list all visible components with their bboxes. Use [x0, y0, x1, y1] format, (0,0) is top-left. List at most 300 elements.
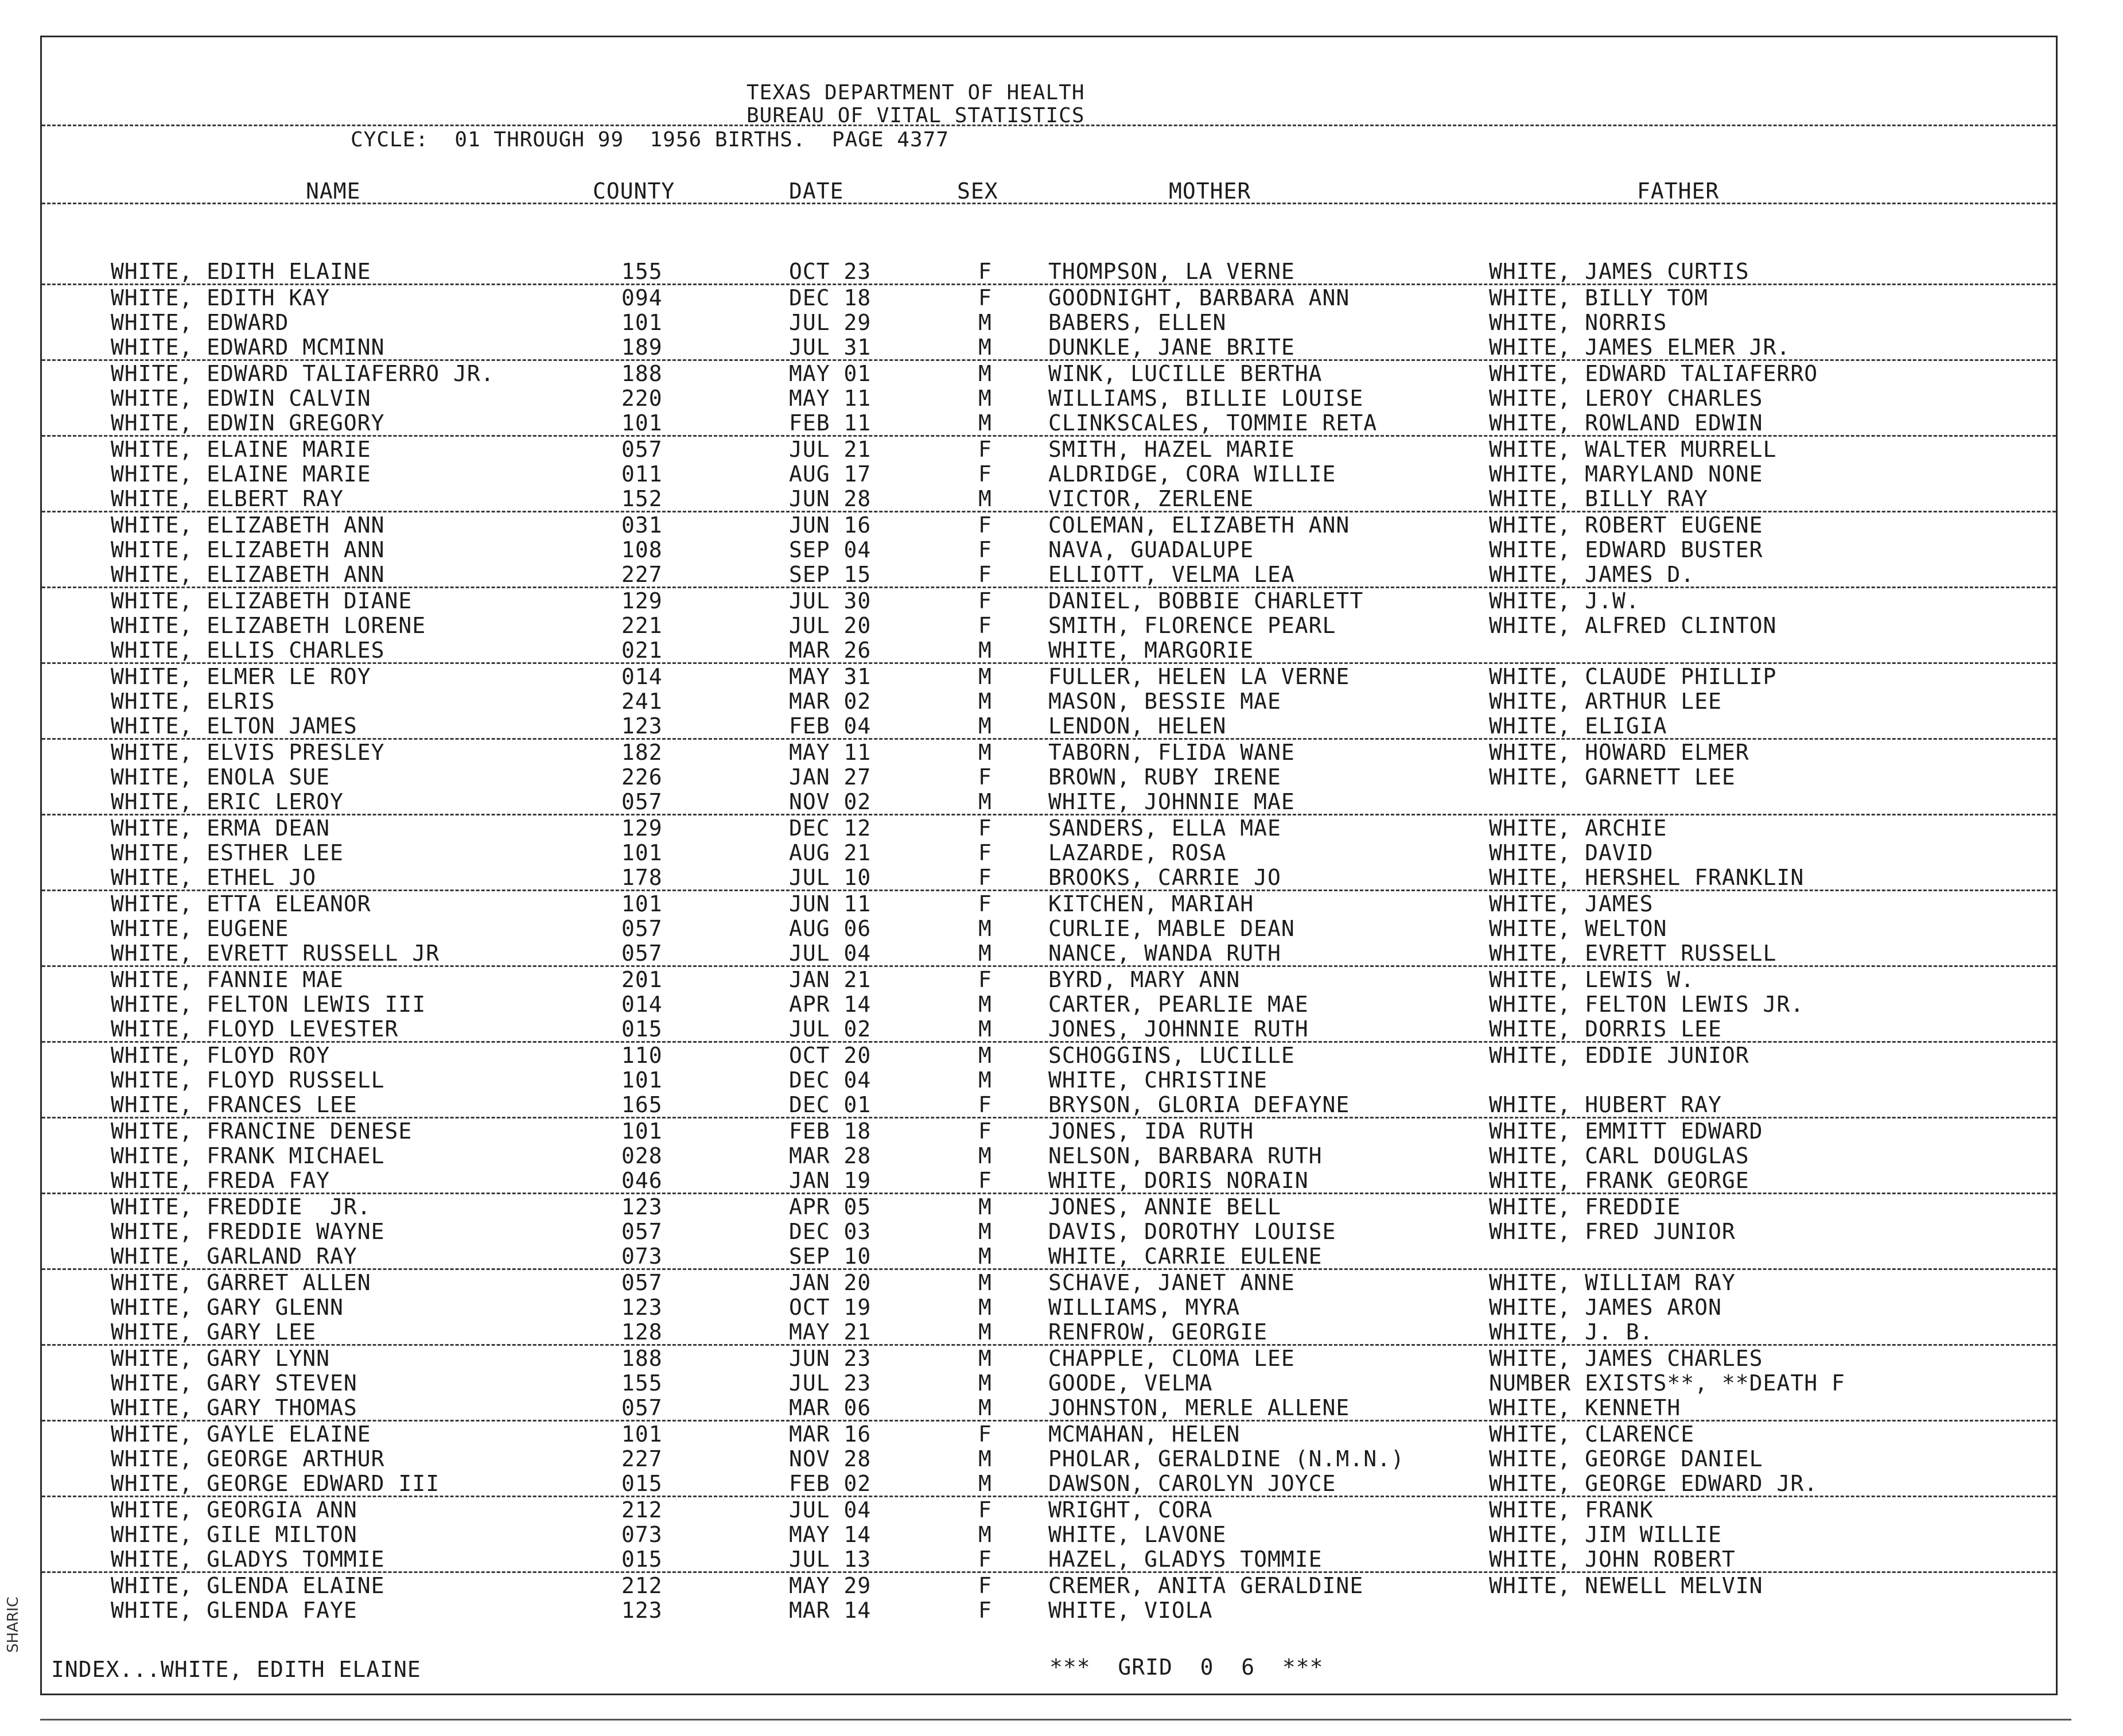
row-father: WHITE, DAVID: [1489, 840, 1654, 865]
row-name: WHITE, ELTON JAMES: [111, 713, 357, 739]
row-sex: M: [978, 1043, 992, 1068]
table-row: [42, 789, 2056, 815]
row-father: WHITE, JAMES CHARLES: [1489, 1346, 1763, 1371]
table-row: [42, 764, 2056, 789]
row-county: 057: [621, 1270, 663, 1295]
row-name: WHITE, FLOYD ROY: [111, 1043, 330, 1068]
row-date: JUL 29: [789, 310, 872, 335]
row-date: JUL 30: [789, 588, 872, 613]
row-name: WHITE, ERIC LEROY: [111, 789, 344, 814]
table-row: [42, 1547, 2056, 1573]
row-sex: F: [978, 537, 992, 562]
row-father: WHITE, ROBERT EUGENE: [1489, 512, 1763, 538]
row-sex: M: [978, 410, 992, 436]
row-sex: M: [978, 916, 992, 941]
row-name: WHITE, ETHEL JO: [111, 865, 317, 890]
row-mother: JONES, IDA RUTH: [1048, 1119, 1254, 1144]
row-sex: F: [978, 1598, 992, 1623]
row-date: MAR 06: [789, 1395, 872, 1420]
row-father: WHITE, ARCHIE: [1489, 815, 1667, 841]
row-sex: F: [978, 1547, 992, 1572]
row-mother: SCHOGGINS, LUCILLE: [1048, 1043, 1295, 1068]
table-row: [42, 1346, 2056, 1370]
header-line-2: BUREAU OF VITAL STATISTICS: [746, 104, 1085, 127]
row-mother: CARTER, PEARLIE MAE: [1048, 992, 1309, 1017]
table-row: [42, 512, 2056, 537]
row-father: WHITE, JAMES D.: [1489, 562, 1695, 587]
row-date: JUL 21: [789, 437, 872, 462]
row-sex: F: [978, 562, 992, 587]
row-sex: F: [978, 285, 992, 310]
row-county: 123: [621, 1295, 663, 1320]
document-frame: [40, 36, 2058, 1695]
row-sex: F: [978, 1422, 992, 1447]
row-county: 101: [621, 1067, 663, 1093]
row-date: APR 05: [789, 1194, 872, 1220]
row-date: MAR 26: [789, 638, 872, 663]
table-row: [42, 1016, 2056, 1043]
row-sex: M: [978, 941, 992, 966]
row-county: 031: [621, 512, 663, 538]
row-name: WHITE, FELTON LEWIS III: [111, 992, 426, 1017]
row-mother: GOODE, VELMA: [1048, 1370, 1213, 1396]
row-county: 182: [621, 740, 663, 765]
row-mother: BYRD, MARY ANN: [1048, 967, 1241, 992]
row-mother: HAZEL, GLADYS TOMMIE: [1048, 1547, 1323, 1572]
row-date: SEP 15: [789, 562, 872, 587]
row-name: WHITE, GEORGE ARTHUR: [111, 1446, 385, 1471]
table-row: [42, 386, 2056, 410]
row-county: 057: [621, 1395, 663, 1420]
row-father: WHITE, GEORGE EDWARD JR.: [1489, 1471, 1818, 1496]
table-row: [42, 1370, 2056, 1395]
row-date: DEC 01: [789, 1092, 872, 1117]
row-county: 128: [621, 1319, 663, 1345]
row-name: WHITE, EUGENE: [111, 916, 289, 941]
row-father: WHITE, NEWELL MELVIN: [1489, 1573, 1763, 1598]
row-name: WHITE, ELAINE MARIE: [111, 461, 371, 487]
row-mother: JOHNSTON, MERLE ALLENE: [1048, 1395, 1350, 1420]
row-name: WHITE, ELIZABETH ANN: [111, 512, 385, 538]
column-county: COUNTY: [593, 178, 675, 204]
row-name: WHITE, GARY LYNN: [111, 1346, 330, 1371]
row-sex: M: [978, 1446, 992, 1471]
row-sex: M: [978, 1244, 992, 1269]
row-name: WHITE, ELAINE MARIE: [111, 437, 371, 462]
row-sex: F: [978, 1497, 992, 1523]
row-mother: GOODNIGHT, BARBARA ANN: [1048, 285, 1350, 310]
row-sex: M: [978, 1346, 992, 1371]
row-mother: WINK, LUCILLE BERTHA: [1048, 361, 1323, 386]
row-county: 057: [621, 437, 663, 462]
row-mother: WHITE, DORIS NORAIN: [1048, 1168, 1309, 1193]
row-date: AUG 06: [789, 916, 872, 941]
table-row: [42, 689, 2056, 713]
row-name: WHITE, GILE MILTON: [111, 1522, 357, 1547]
row-father: WHITE, DORRIS LEE: [1489, 1016, 1722, 1042]
row-name: WHITE, ELIZABETH ANN: [111, 537, 385, 562]
row-sex: M: [978, 335, 992, 360]
row-name: WHITE, GLADYS TOMMIE: [111, 1547, 385, 1572]
row-date: JUN 11: [789, 891, 872, 916]
row-mother: VICTOR, ZERLENE: [1048, 486, 1254, 511]
table-row: [42, 588, 2056, 613]
row-county: 201: [621, 967, 663, 992]
table-row: [42, 537, 2056, 562]
row-father: WHITE, EMMITT EDWARD: [1489, 1119, 1763, 1144]
row-name: WHITE, ETTA ELEANOR: [111, 891, 371, 916]
column-father: FATHER: [1637, 178, 1720, 204]
row-mother: PHOLAR, GERALDINE (N.M.N.): [1048, 1446, 1405, 1471]
row-name: WHITE, EDITH ELAINE: [111, 259, 371, 284]
table-row: [42, 713, 2056, 740]
row-county: 057: [621, 789, 663, 814]
row-sex: F: [978, 1168, 992, 1193]
row-date: DEC 03: [789, 1219, 872, 1244]
row-name: WHITE, EDWIN GREGORY: [111, 410, 385, 436]
row-date: JUL 02: [789, 1016, 872, 1042]
column-mother: MOTHER: [1169, 178, 1251, 204]
row-mother: WHITE, CHRISTINE: [1048, 1067, 1268, 1093]
row-mother: CHAPPLE, CLOMA LEE: [1048, 1346, 1295, 1371]
row-date: MAY 11: [789, 740, 872, 765]
row-name: WHITE, ELBERT RAY: [111, 486, 344, 511]
row-date: NOV 02: [789, 789, 872, 814]
row-date: JAN 19: [789, 1168, 872, 1193]
row-sex: F: [978, 1119, 992, 1144]
row-mother: WILLIAMS, BILLIE LOUISE: [1048, 386, 1364, 411]
table-row: [42, 486, 2056, 512]
row-father: WHITE, FREDDIE: [1489, 1194, 1681, 1220]
column-date: DATE: [789, 178, 844, 204]
row-date: JUL 13: [789, 1547, 872, 1572]
row-name: WHITE, GLENDA FAYE: [111, 1598, 357, 1623]
row-sex: M: [978, 1067, 992, 1093]
row-county: 226: [621, 764, 663, 790]
row-date: MAY 11: [789, 386, 872, 411]
table-row: [42, 410, 2056, 437]
header-divider: [42, 125, 2056, 126]
row-father: WHITE, HERSHEL FRANKLIN: [1489, 865, 1805, 890]
table-row: [42, 562, 2056, 588]
row-date: DEC 12: [789, 815, 872, 841]
row-sex: M: [978, 386, 992, 411]
row-sex: F: [978, 512, 992, 538]
row-sex: F: [978, 967, 992, 992]
row-county: 123: [621, 1598, 663, 1623]
row-father: WHITE, EDDIE JUNIOR: [1489, 1043, 1749, 1068]
row-mother: WHITE, MARGORIE: [1048, 638, 1254, 663]
row-name: WHITE, FLOYD RUSSELL: [111, 1067, 385, 1093]
row-mother: BRYSON, GLORIA DEFAYNE: [1048, 1092, 1350, 1117]
table-row: [42, 1497, 2056, 1522]
table-row: [42, 1168, 2056, 1194]
row-county: 241: [621, 689, 663, 714]
table-row: [42, 361, 2056, 386]
row-name: WHITE, ELMER LE ROY: [111, 664, 371, 689]
records-list: [42, 259, 2056, 1622]
table-row: [42, 1471, 2056, 1497]
header-line-1: TEXAS DEPARTMENT OF HEALTH: [746, 81, 1085, 104]
row-county: 152: [621, 486, 663, 511]
row-date: JUL 31: [789, 335, 872, 360]
row-mother: DAVIS, DOROTHY LOUISE: [1048, 1219, 1336, 1244]
row-date: OCT 23: [789, 259, 872, 284]
row-mother: JONES, ANNIE BELL: [1048, 1194, 1281, 1220]
row-father: WHITE, GEORGE DANIEL: [1489, 1446, 1763, 1471]
table-row: [42, 1573, 2056, 1598]
row-date: NOV 28: [789, 1446, 872, 1471]
table-row: [42, 1598, 2056, 1622]
row-father: WHITE, FRANK: [1489, 1497, 1654, 1523]
row-mother: ALDRIDGE, CORA WILLIE: [1048, 461, 1336, 487]
row-name: WHITE, FREDDIE WAYNE: [111, 1219, 385, 1244]
row-father: WHITE, J.W.: [1489, 588, 1640, 613]
row-county: 101: [621, 840, 663, 865]
row-county: 155: [621, 259, 663, 284]
row-mother: ELLIOTT, VELMA LEA: [1048, 562, 1295, 587]
row-county: 188: [621, 1346, 663, 1371]
row-county: 212: [621, 1573, 663, 1598]
table-row: [42, 1422, 2056, 1446]
row-county: 057: [621, 941, 663, 966]
row-date: JUL 23: [789, 1370, 872, 1396]
row-county: 101: [621, 1119, 663, 1144]
row-father: WHITE, EVRETT RUSSELL: [1489, 941, 1777, 966]
row-sex: M: [978, 1143, 992, 1168]
row-sex: M: [978, 1194, 992, 1220]
row-date: OCT 20: [789, 1043, 872, 1068]
row-name: WHITE, EDITH KAY: [111, 285, 330, 310]
row-name: WHITE, GARLAND RAY: [111, 1244, 357, 1269]
table-row: [42, 613, 2056, 638]
table-row: [42, 1219, 2056, 1244]
row-county: 227: [621, 1446, 663, 1471]
row-name: WHITE, ERMA DEAN: [111, 815, 330, 841]
table-row: [42, 259, 2056, 285]
row-mother: DUNKLE, JANE BRITE: [1048, 335, 1295, 360]
row-mother: SANDERS, ELLA MAE: [1048, 815, 1281, 841]
row-name: WHITE, GARY GLENN: [111, 1295, 344, 1320]
row-father: WHITE, CLAUDE PHILLIP: [1489, 664, 1777, 689]
table-row: [42, 865, 2056, 891]
row-county: 015: [621, 1471, 663, 1496]
header-line-3: CYCLE: 01 THROUGH 99 1956 BIRTHS. PAGE 4377: [351, 128, 949, 152]
row-mother: LENDON, HELEN: [1048, 713, 1227, 739]
row-sex: M: [978, 740, 992, 765]
table-row: [42, 1092, 2056, 1119]
row-county: 188: [621, 361, 663, 386]
table-row: [42, 638, 2056, 664]
table-row: [42, 335, 2056, 361]
row-father: WHITE, BILLY RAY: [1489, 486, 1709, 511]
row-mother: WILLIAMS, MYRA: [1048, 1295, 1241, 1320]
row-mother: TABORN, FLIDA WANE: [1048, 740, 1295, 765]
row-mother: SCHAVE, JANET ANNE: [1048, 1270, 1295, 1295]
row-mother: NAVA, GUADALUPE: [1048, 537, 1254, 562]
table-row: [42, 840, 2056, 865]
row-name: WHITE, FREDA FAY: [111, 1168, 330, 1193]
row-father: WHITE, NORRIS: [1489, 310, 1667, 335]
row-father: WHITE, FELTON LEWIS JR.: [1489, 992, 1805, 1017]
row-date: JUN 16: [789, 512, 872, 538]
row-sex: M: [978, 713, 992, 739]
row-sex: M: [978, 310, 992, 335]
row-father: WHITE, FRED JUNIOR: [1489, 1219, 1736, 1244]
row-father: WHITE, CLARENCE: [1489, 1422, 1695, 1447]
table-row: [42, 1244, 2056, 1270]
row-name: WHITE, ELIZABETH DIANE: [111, 588, 413, 613]
row-county: 227: [621, 562, 663, 587]
row-county: 101: [621, 310, 663, 335]
row-county: 021: [621, 638, 663, 663]
row-date: MAY 31: [789, 664, 872, 689]
row-mother: CREMER, ANITA GERALDINE: [1048, 1573, 1364, 1598]
row-sex: F: [978, 865, 992, 890]
row-father: WHITE, JAMES CURTIS: [1489, 259, 1749, 284]
row-mother: FULLER, HELEN LA VERNE: [1048, 664, 1350, 689]
table-row: [42, 891, 2056, 916]
row-sex: M: [978, 1016, 992, 1042]
row-sex: M: [978, 689, 992, 714]
row-father: WHITE, JIM WILLIE: [1489, 1522, 1722, 1547]
row-date: MAR 16: [789, 1422, 872, 1447]
row-father: WHITE, ARTHUR LEE: [1489, 689, 1722, 714]
row-mother: RENFROW, GEORGIE: [1048, 1319, 1268, 1345]
row-name: WHITE, FRANCINE DENESE: [111, 1119, 413, 1144]
row-county: 212: [621, 1497, 663, 1523]
row-county: 014: [621, 664, 663, 689]
row-mother: WRIGHT, CORA: [1048, 1497, 1213, 1523]
row-name: WHITE, ELIZABETH LORENE: [111, 613, 426, 638]
row-father: WHITE, BILLY TOM: [1489, 285, 1709, 310]
table-row: [42, 437, 2056, 461]
row-father: WHITE, JAMES ARON: [1489, 1295, 1722, 1320]
row-county: 221: [621, 613, 663, 638]
table-row: [42, 941, 2056, 967]
row-father: NUMBER EXISTS**, **DEATH F: [1489, 1370, 1845, 1396]
row-name: WHITE, FRANK MICHAEL: [111, 1143, 385, 1168]
table-row: [42, 1295, 2056, 1319]
row-date: MAY 21: [789, 1319, 872, 1345]
row-mother: BABERS, ELLEN: [1048, 310, 1227, 335]
row-father: WHITE, JAMES: [1489, 891, 1654, 916]
row-father: WHITE, FRANK GEORGE: [1489, 1168, 1749, 1193]
row-name: WHITE, GARY LEE: [111, 1319, 317, 1345]
row-date: APR 14: [789, 992, 872, 1017]
row-name: WHITE, GLENDA ELAINE: [111, 1573, 385, 1598]
row-sex: F: [978, 840, 992, 865]
row-mother: KITCHEN, MARIAH: [1048, 891, 1254, 916]
row-mother: CLINKSCALES, TOMMIE RETA: [1048, 410, 1378, 436]
row-name: WHITE, EDWARD TALIAFERRO JR.: [111, 361, 495, 386]
row-mother: SMITH, HAZEL MARIE: [1048, 437, 1295, 462]
row-sex: M: [978, 638, 992, 663]
row-mother: MASON, BESSIE MAE: [1048, 689, 1281, 714]
row-father: WHITE, EDWARD BUSTER: [1489, 537, 1763, 562]
row-father: WHITE, WELTON: [1489, 916, 1667, 941]
row-county: 123: [621, 1194, 663, 1220]
row-county: 123: [621, 713, 663, 739]
row-name: WHITE, FRANCES LEE: [111, 1092, 357, 1117]
row-mother: WHITE, JOHNNIE MAE: [1048, 789, 1295, 814]
row-county: 057: [621, 916, 663, 941]
row-sex: F: [978, 1573, 992, 1598]
row-county: 073: [621, 1522, 663, 1547]
row-father: WHITE, ELIGIA: [1489, 713, 1667, 739]
row-date: JAN 20: [789, 1270, 872, 1295]
row-date: FEB 18: [789, 1119, 872, 1144]
column-divider: [42, 203, 2056, 204]
row-name: WHITE, FLOYD LEVESTER: [111, 1016, 399, 1042]
side-label: SHARIC: [5, 1597, 22, 1653]
row-date: JUN 28: [789, 486, 872, 511]
table-row: [42, 815, 2056, 840]
row-name: WHITE, GARY STEVEN: [111, 1370, 357, 1396]
table-row: [42, 1119, 2056, 1143]
table-row: [42, 1395, 2056, 1422]
row-date: JUL 04: [789, 941, 872, 966]
row-date: OCT 19: [789, 1295, 872, 1320]
table-row: [42, 1067, 2056, 1092]
row-father: WHITE, KENNETH: [1489, 1395, 1681, 1420]
row-father: WHITE, JOHN ROBERT: [1489, 1547, 1736, 1572]
index-label: INDEX...WHITE, EDITH ELAINE: [51, 1657, 421, 1682]
table-row: [42, 461, 2056, 486]
row-date: SEP 04: [789, 537, 872, 562]
row-date: JAN 27: [789, 764, 872, 790]
row-father: WHITE, LEROY CHARLES: [1489, 386, 1763, 411]
row-sex: M: [978, 1395, 992, 1420]
row-mother: DAWSON, CAROLYN JOYCE: [1048, 1471, 1336, 1496]
row-date: AUG 17: [789, 461, 872, 487]
row-date: AUG 21: [789, 840, 872, 865]
column-name: NAME: [306, 178, 361, 204]
row-date: MAR 28: [789, 1143, 872, 1168]
row-mother: WHITE, CARRIE EULENE: [1048, 1244, 1323, 1269]
grid-label: *** GRID 0 6 ***: [1049, 1655, 1324, 1680]
table-row: [42, 1319, 2056, 1346]
row-father: WHITE, MARYLAND NONE: [1489, 461, 1763, 487]
row-county: 094: [621, 285, 663, 310]
row-county: 155: [621, 1370, 663, 1396]
row-county: 028: [621, 1143, 663, 1168]
row-mother: NANCE, WANDA RUTH: [1048, 941, 1281, 966]
table-row: [42, 1270, 2056, 1295]
row-sex: F: [978, 461, 992, 487]
row-mother: NELSON, BARBARA RUTH: [1048, 1143, 1323, 1168]
row-county: 129: [621, 815, 663, 841]
row-mother: CURLIE, MABLE DEAN: [1048, 916, 1295, 941]
table-row: [42, 664, 2056, 689]
row-date: MAY 29: [789, 1573, 872, 1598]
table-row: [42, 1194, 2056, 1219]
row-name: WHITE, ENOLA SUE: [111, 764, 330, 790]
row-sex: M: [978, 1471, 992, 1496]
row-sex: M: [978, 1295, 992, 1320]
row-mother: THOMPSON, LA VERNE: [1048, 259, 1295, 284]
row-county: 014: [621, 992, 663, 1017]
row-father: WHITE, HUBERT RAY: [1489, 1092, 1722, 1117]
row-date: JUL 20: [789, 613, 872, 638]
row-father: WHITE, WILLIAM RAY: [1489, 1270, 1736, 1295]
row-date: DEC 04: [789, 1067, 872, 1093]
row-county: 073: [621, 1244, 663, 1269]
table-row: [42, 916, 2056, 941]
row-date: MAY 14: [789, 1522, 872, 1547]
row-name: WHITE, FREDDIE JR.: [111, 1194, 371, 1220]
row-date: FEB 11: [789, 410, 872, 436]
